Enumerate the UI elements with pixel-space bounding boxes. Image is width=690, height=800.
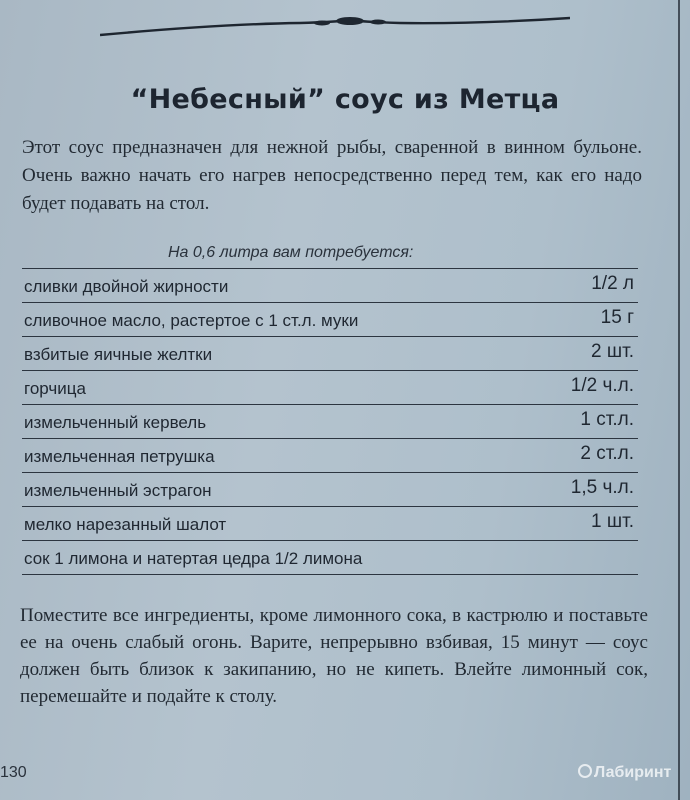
page-edge-line: [678, 0, 680, 800]
ingredient-quantity: 1 шт.: [591, 511, 634, 532]
ingredient-row: [22, 541, 638, 575]
ingredient-quantity: 1,5 ч.л.: [570, 477, 634, 498]
ingredient-quantity: 2 ст.л.: [580, 443, 634, 464]
ingredient-row: [22, 507, 638, 541]
ingredient-row: [22, 473, 638, 507]
ingredient-name: горчица: [24, 379, 86, 398]
labirint-logo-icon: [578, 764, 592, 778]
recipe-method: Поместите все ингредиенты, кроме лимонного сока, в кастрюлю и поставьте ее на очень слабый огонь. Варите, непрерывно взбивая, 15 минут — соус должен быть близок к закипанию, но не кипеть. Влейте лимонный сок, перемешайте и подайте к столу.: [20, 605, 648, 707]
ingredient-name: взбитые яичные желтки: [24, 345, 213, 364]
watermark: [578, 764, 671, 782]
ingredient-row: [22, 439, 638, 473]
ingredient-name: измельченный эстрагон: [24, 481, 212, 500]
recipe-title: “Небесный” соус из Метца: [130, 84, 560, 115]
ingredient-name: сок 1 лимона и натертая цедра 1/2 лимона: [24, 549, 363, 568]
ingredient-quantity: 1/2 ч.л.: [570, 375, 634, 396]
ingredient-quantity: 1 ст.л.: [580, 409, 634, 430]
ingredient-row: [22, 303, 638, 337]
ingredient-name: мелко нарезанный шалот: [24, 515, 227, 534]
ingredient-row: [22, 337, 638, 371]
ingredient-name: сливочное масло, растертое с 1 ст.л. муки: [24, 311, 359, 330]
ingredient-quantity: 1/2 л: [591, 273, 634, 294]
page-number: 130: [0, 764, 27, 781]
decorative-ornament-icon: [100, 8, 570, 42]
recipe-intro: Этот соус предназначен для нежной рыбы, сваренной в винном бульоне. Очень важно начать его нагрев непосредственно перед тем, как его надо будет подавать на стол.: [22, 137, 642, 214]
ingredient-name: сливки двойной жирности: [24, 277, 229, 296]
ingredient-row: [22, 269, 638, 303]
ingredient-name: измельченный кервель: [24, 413, 207, 432]
ingredients-table: [22, 268, 638, 575]
watermark-text: Лабиринт: [594, 764, 672, 781]
ingredient-quantity: 15 г: [600, 307, 634, 328]
ingredient-row: [22, 405, 638, 439]
ingredient-quantity: 2 шт.: [591, 341, 634, 362]
ingredients-heading: На 0,6 литра вам потребуется:: [168, 244, 414, 261]
ingredient-name: измельченная петрушка: [24, 447, 215, 466]
ingredient-row: [22, 371, 638, 405]
